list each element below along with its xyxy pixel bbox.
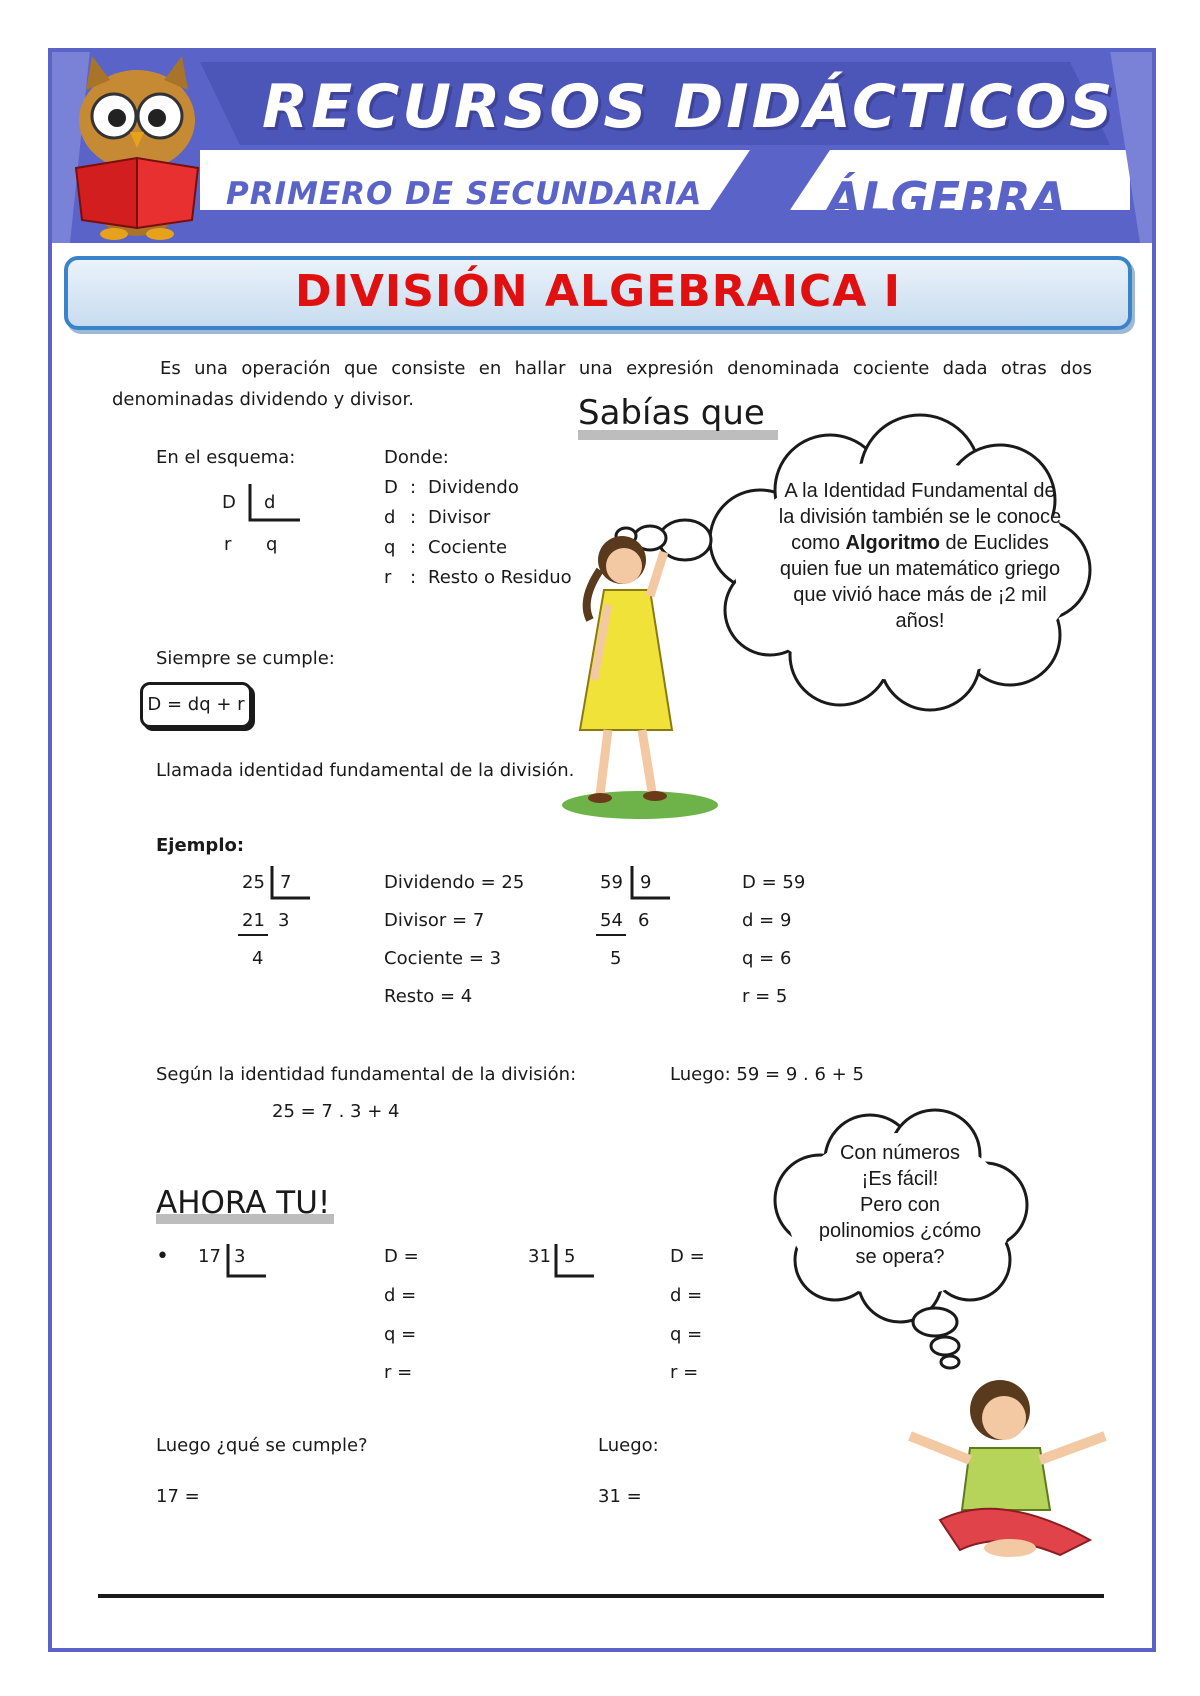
ex2-line-1: d = 9 — [742, 910, 792, 931]
cloud2-text — [790, 1140, 1010, 1270]
ex2-dividend: 59 — [600, 872, 623, 893]
header-subject: ÁLGEBRA — [826, 172, 1067, 226]
ahora-ex2-dividend: 31 — [528, 1246, 551, 1267]
ex1-subtract-line — [238, 934, 268, 936]
formula-box — [140, 682, 252, 728]
ejemplo-label: Ejemplo: — [156, 835, 245, 856]
ahora-ex2-blank-3: r = — [670, 1362, 699, 1383]
def-sep-0: : — [410, 477, 417, 498]
division-bracket — [248, 484, 304, 524]
cloud2-line-4: se opera? — [855, 1246, 945, 1268]
cloud2-line-0: Con números — [839, 1142, 961, 1164]
ahora-ex1-blank-3: r = — [384, 1362, 413, 1383]
ahora-heading: AHORA TU! — [156, 1185, 331, 1221]
def-sep-3: : — [410, 567, 417, 588]
ex1-dividend: 25 — [242, 872, 265, 893]
luego-equation: Luego: 59 = 9 . 6 + 5 — [670, 1064, 864, 1085]
def-sym-1: d — [384, 507, 396, 528]
ahora-ex1-divisor: 3 — [234, 1246, 246, 1267]
def-text-2: Cociente — [428, 537, 508, 558]
girl-thinking-illustration — [560, 530, 720, 820]
ex1-line-0: Dividendo = 25 — [384, 872, 525, 893]
cloud2-line-2: Pero con — [859, 1194, 941, 1216]
schema-label: En el esquema: — [156, 447, 296, 468]
ex1-product: 21 — [242, 910, 265, 931]
ex1-bracket — [270, 866, 314, 902]
ex1-divisor: 7 — [280, 872, 292, 893]
header-grade: PRIMERO DE SECUNDARIA — [226, 176, 703, 212]
cloud-text-part-1: A la Identidad Fundamental de la división también se le conoce como — [778, 480, 1062, 554]
formula-text: D = dq + r — [147, 694, 245, 715]
ahora-ex2-blank-1: d = — [670, 1285, 703, 1306]
bottom-rule — [98, 1594, 1104, 1598]
ahora-ex1-blank-0: D = — [384, 1246, 419, 1267]
ex2-product: 54 — [600, 910, 623, 931]
ex2-line-3: r = 5 — [742, 986, 788, 1007]
segun-text: Según la identidad fundamental de la división: — [156, 1064, 577, 1085]
intro-paragraph: Es una operación que consiste en hallar una expresión denominada cociente dada otras dos denominadas dividendo y divisor. — [112, 358, 1092, 410]
def-sep-2: : — [410, 537, 417, 558]
ex1-line-2: Cociente = 3 — [384, 948, 502, 969]
page-title: DIVISIÓN ALGEBRAICA I — [294, 266, 902, 317]
luego-label: Luego: — [598, 1435, 659, 1456]
ahora-ex1-bracket — [226, 1244, 270, 1280]
ex2-line-2: q = 6 — [742, 948, 792, 969]
ahora-ex2-bracket — [554, 1244, 598, 1280]
def-sym-3: r — [384, 567, 392, 588]
header-title: RECURSOS DIDÁCTICOS — [262, 72, 1116, 142]
cloud-text-part-2: de Euclides quien fue un matemático griego que vivió hace más de ¡2 mil años! — [779, 532, 1061, 632]
title-box — [64, 256, 1132, 330]
ahora-ex1-blank-2: q = — [384, 1324, 417, 1345]
def-sep-1: : — [410, 507, 417, 528]
def-text-3: Resto o Residuo — [428, 567, 572, 588]
sabias-cloud-text — [778, 478, 1062, 634]
schema-q: q — [266, 534, 278, 555]
ex2-bracket — [630, 866, 674, 902]
cloud-text-bold: Algoritmo — [845, 532, 940, 554]
bullet-icon: • — [156, 1244, 169, 1269]
ahora-ex1-dividend: 17 — [198, 1246, 221, 1267]
ahora-ex2-blank-2: q = — [670, 1324, 703, 1345]
def-text-0: Dividendo — [428, 477, 519, 498]
ex2-subtract-line — [596, 934, 626, 936]
donde-label: Donde: — [384, 447, 449, 468]
def-text-1: Divisor — [428, 507, 491, 528]
llamada-text: Llamada identidad fundamental de la división. — [156, 760, 575, 781]
ahora-ex2-divisor: 5 — [564, 1246, 576, 1267]
luego-question: Luego ¿qué se cumple? — [156, 1435, 368, 1456]
ex2-remainder: 5 — [610, 948, 622, 969]
ex1-line-3: Resto = 4 — [384, 986, 473, 1007]
ex2-divisor: 9 — [640, 872, 652, 893]
cloud2-line-1: ¡Es fácil! — [861, 1168, 939, 1190]
schema-d: d — [264, 492, 276, 513]
ahora-ex2-blank-0: D = — [670, 1246, 705, 1267]
def-sym-0: D — [384, 477, 398, 498]
ex1-line-1: Divisor = 7 — [384, 910, 485, 931]
cloud2-line-3: polinomios ¿cómo — [818, 1220, 982, 1242]
ahora-ex1-blank-1: d = — [384, 1285, 417, 1306]
ex2-line-0: D = 59 — [742, 872, 806, 893]
girl-shrugging-illustration — [900, 1370, 1120, 1560]
ex1-quotient: 3 — [278, 910, 290, 931]
def-sym-2: q — [384, 537, 396, 558]
ex2-quotient: 6 — [638, 910, 650, 931]
ex1-remainder: 4 — [252, 948, 264, 969]
eq1-blank: 17 = — [156, 1486, 200, 1507]
schema-r: r — [224, 534, 232, 555]
segun-equation: 25 = 7 . 3 + 4 — [272, 1101, 400, 1122]
eq2-blank: 31 = — [598, 1486, 642, 1507]
siempre-label: Siempre se cumple: — [156, 648, 335, 669]
sabias-heading: Sabías que — [578, 393, 765, 433]
schema-D: D — [222, 492, 236, 513]
